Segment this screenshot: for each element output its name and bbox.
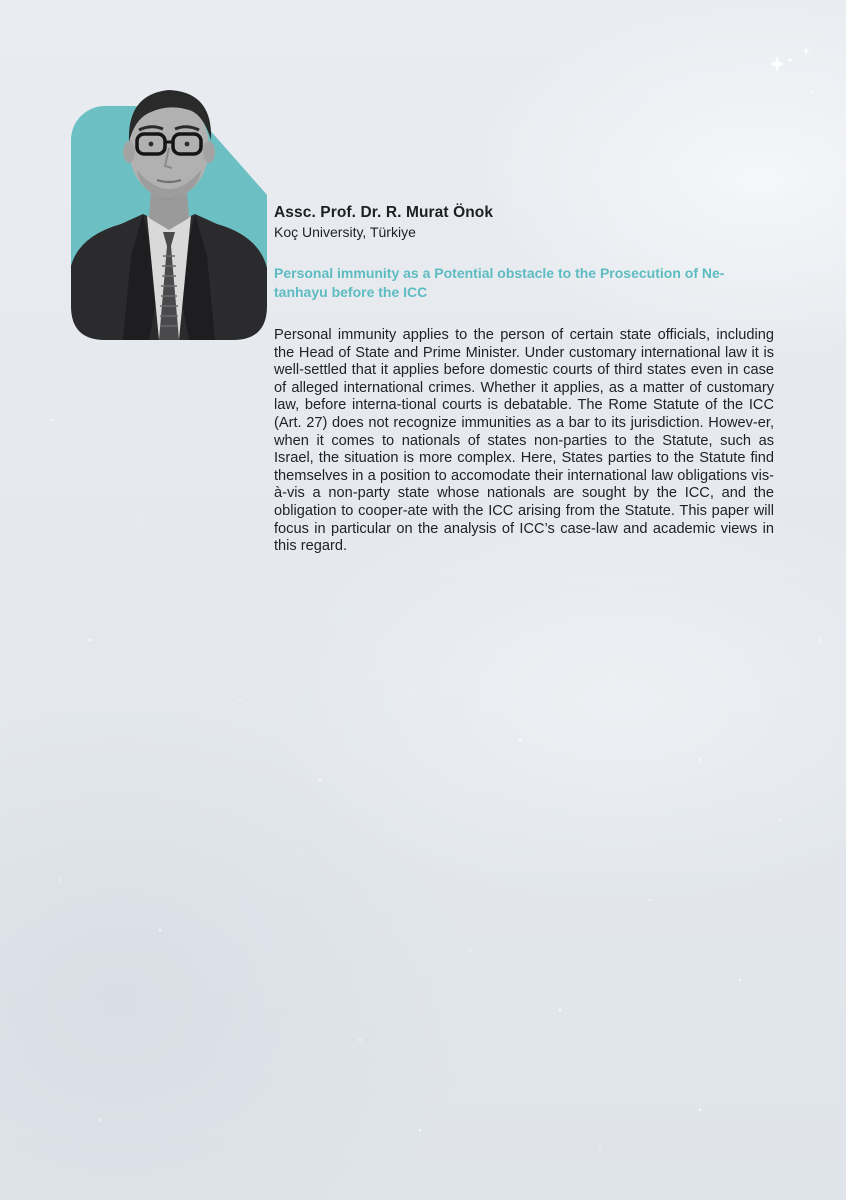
speaker-abstract-section xyxy=(274,204,774,556)
talk-title: Personal immunity as a Potential obstacle to the Prosecution of Ne-tanhayu before the ICC xyxy=(274,265,725,300)
speaker-affiliation: Koç University, Türkiye xyxy=(274,224,416,240)
speaker-portrait xyxy=(71,86,267,340)
speaker-name: Assc. Prof. Dr. R. Murat Önok xyxy=(274,204,494,221)
speaker-portrait-photo xyxy=(71,86,267,340)
talk-abstract: Personal immunity applies to the person of certain state officials, including the Head of State and Prime Minister. Under customary international law it is well-settled that it applies before domestic courts of third states even in case of alleged international crimes. Whether it applies, as a matter of customary law, before interna-tional courts is debatable. The Rome Statute of the ICC (Art. 27) does not recognize immunities as a bar to its jurisdiction. Howev-er, when it comes to nationals of states non-parties to the Statute, such as Israel, the situation is more complex. Here, States parties to the Statute find themselves in a position to accomodate their international law obligations vis-à-vis a non-party state whose nationals are sought by the ICC, and the obligation to cooper-ate with the ICC arising from the Statute. This paper will focus in particular on the analysis of ICC’s case-law and academic views in this regard. xyxy=(274,327,774,555)
